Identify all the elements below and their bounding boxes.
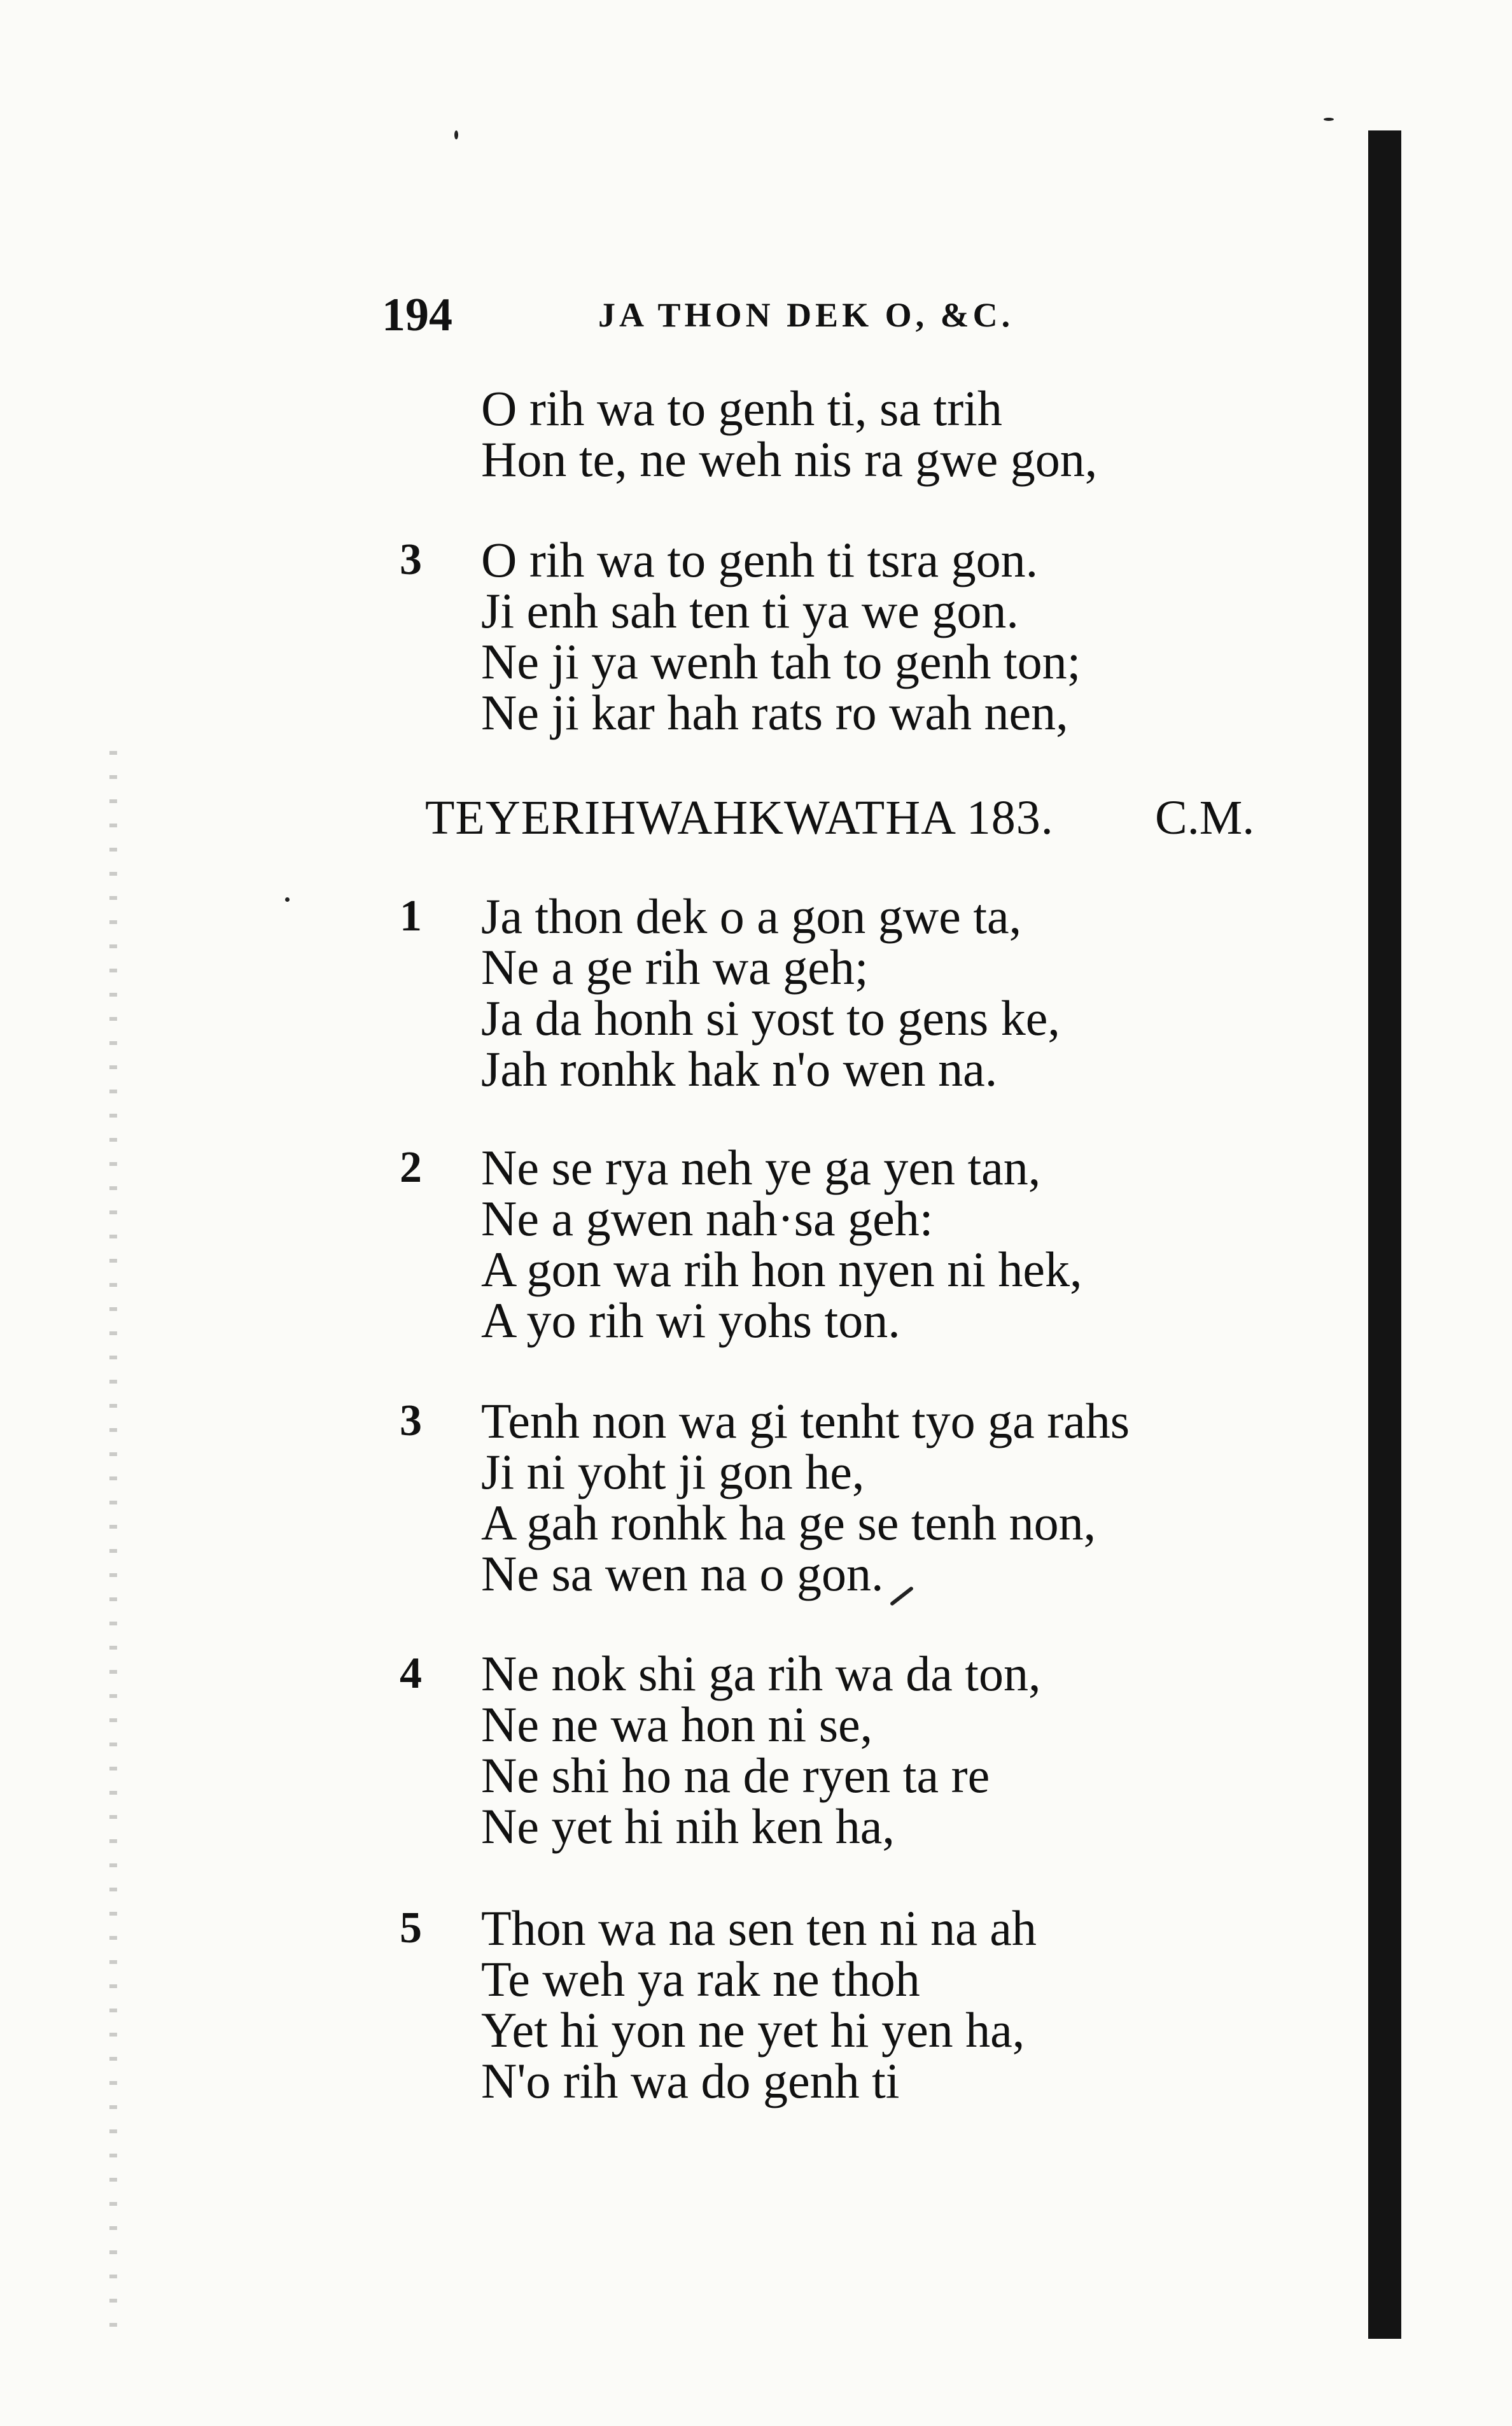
verse-line: Tenh non wa gi tenht tyo ga rahs [481,1393,1130,1448]
page-number: 194 [382,289,452,341]
verse-line: Ne yet hi nih ken ha, [481,1798,895,1854]
pen-mark [890,1586,914,1606]
margin-marks [109,751,117,2342]
verse-line: Ji ni yoht ji gon he, [481,1444,865,1499]
verse-line: Ne nok shi ga rih wa da ton, [481,1646,1041,1701]
verse-number: 4 [400,1649,422,1698]
speck [454,130,458,139]
verse-number: 3 [400,1396,422,1445]
verse-line: Ji enh sah ten ti ya we gon. [481,583,1019,638]
verse-line: Ne shi ho na de ryen ta re [481,1748,990,1803]
verse-line: Thon wa na sen ten ni na ah [481,1900,1037,1956]
continuation-line: O rih wa to genh ti, sa trih [481,381,1002,436]
verse-number: 3 [400,535,422,584]
verse-number: 1 [400,892,422,941]
verse-line: Ne a gwen nah·sa geh: [481,1191,934,1246]
verse-line: N'o rih wa do genh ti [481,2053,900,2108]
verse-line: Ja da honh si yost to gens ke, [481,990,1060,1046]
verse-line: Jah ronhk hak n'o wen na. [481,1041,998,1097]
hymn-title: TEYERIHWAHKWATHA 183. [425,791,1054,845]
verse-number: 5 [400,1904,422,1953]
verse-line: Yet hi yon ne yet hi yen ha, [481,2002,1025,2058]
verse-line: A gon wa rih hon nyen ni hek, [481,1242,1082,1297]
verse-line: Ne ji ya wenh tah to genh ton; [481,634,1081,689]
verse-line: Te weh ya rak ne thoh [481,1951,920,2007]
verse-line: Ne a ge rih wa geh; [481,939,869,995]
hymn-meter: C.M. [1155,791,1255,845]
binding-edge [1368,130,1401,2339]
verse-line: A gah ronhk ha ge se tenh non, [481,1495,1096,1550]
verse-line: Ja thon dek o a gon gwe ta, [481,888,1022,944]
verse-number: 2 [400,1143,422,1192]
page-header [382,280,1082,350]
speck [1324,118,1334,121]
verse-line: O rih wa to genh ti tsra gon. [481,532,1039,587]
verse-line: A yo rih wi yohs ton. [481,1293,900,1348]
verse-line: Ne sa wen na o gon. [481,1546,884,1601]
continuation-line: Hon te, ne weh nis ra gwe gon, [481,431,1098,487]
speck [285,897,290,902]
running-head: JA THON DEK O, &C. [598,296,1014,334]
verse-line: Ne se rya neh ye ga yen tan, [481,1140,1041,1195]
verse-line: Ne ne wa hon ni se, [481,1697,873,1752]
verse-line: Ne ji kar hah rats ro wah nen, [481,685,1068,740]
